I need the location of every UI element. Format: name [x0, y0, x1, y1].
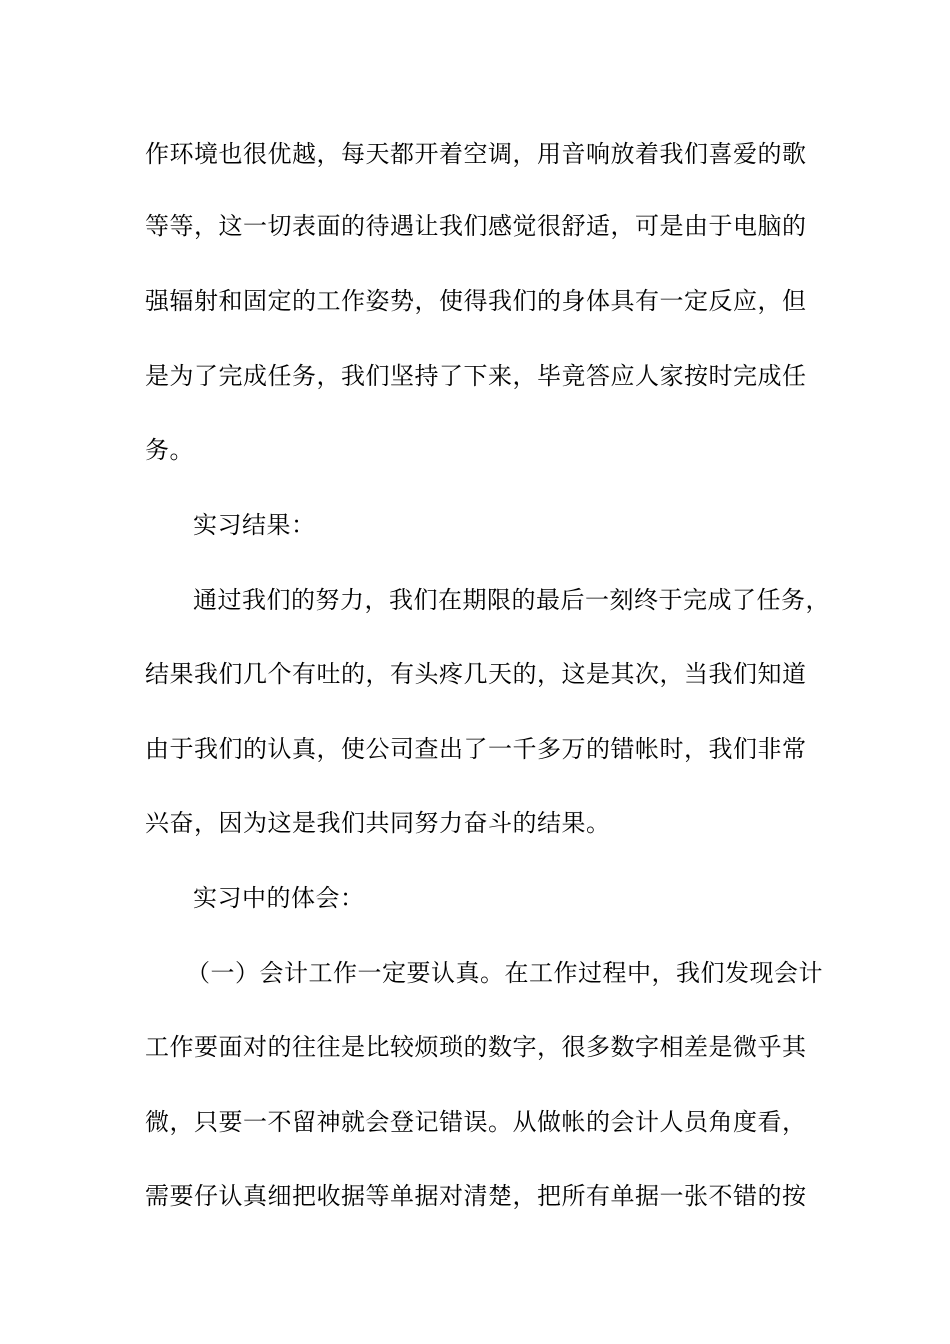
section-heading: 实习中的体会：: [193, 884, 365, 912]
body-text-line: 通过我们的努力，我们在期限的最后一刻终于完成了任务，: [193, 586, 830, 614]
body-text-line: （一）会计工作一定要认真。在工作过程中，我们发现会计: [186, 959, 823, 987]
body-text-line: 作环境也很优越，每天都开着空调，用音响放着我们喜爱的歌: [145, 140, 807, 168]
body-text-line: 微，只要一不留神就会登记错误。从做帐的会计人员角度看，: [145, 1108, 807, 1136]
body-text-line: 需要仔认真细把收据等单据对清楚，把所有单据一张不错的按: [145, 1182, 807, 1210]
body-text-line: 是为了完成任务，我们坚持了下来，毕竟答应人家按时完成任: [145, 362, 807, 390]
body-text-line: 由于我们的认真，使公司查出了一千多万的错帐时，我们非常: [145, 735, 807, 763]
body-text-line: 务。: [145, 436, 194, 464]
section-heading: 实习结果：: [193, 511, 316, 539]
body-text-line: 等等，这一切表面的待遇让我们感觉很舒适，可是由于电脑的: [145, 212, 807, 240]
body-text-line: 强辐射和固定的工作姿势，使得我们的身体具有一定反应，但: [145, 287, 807, 315]
body-text-line: 工作要面对的往往是比较烦琐的数字，很多数字相差是微乎其: [145, 1033, 807, 1061]
body-text-line: 兴奋，因为这是我们共同努力奋斗的结果。: [145, 809, 611, 837]
body-text-line: 结果我们几个有吐的，有头疼几天的，这是其次，当我们知道: [145, 660, 807, 688]
